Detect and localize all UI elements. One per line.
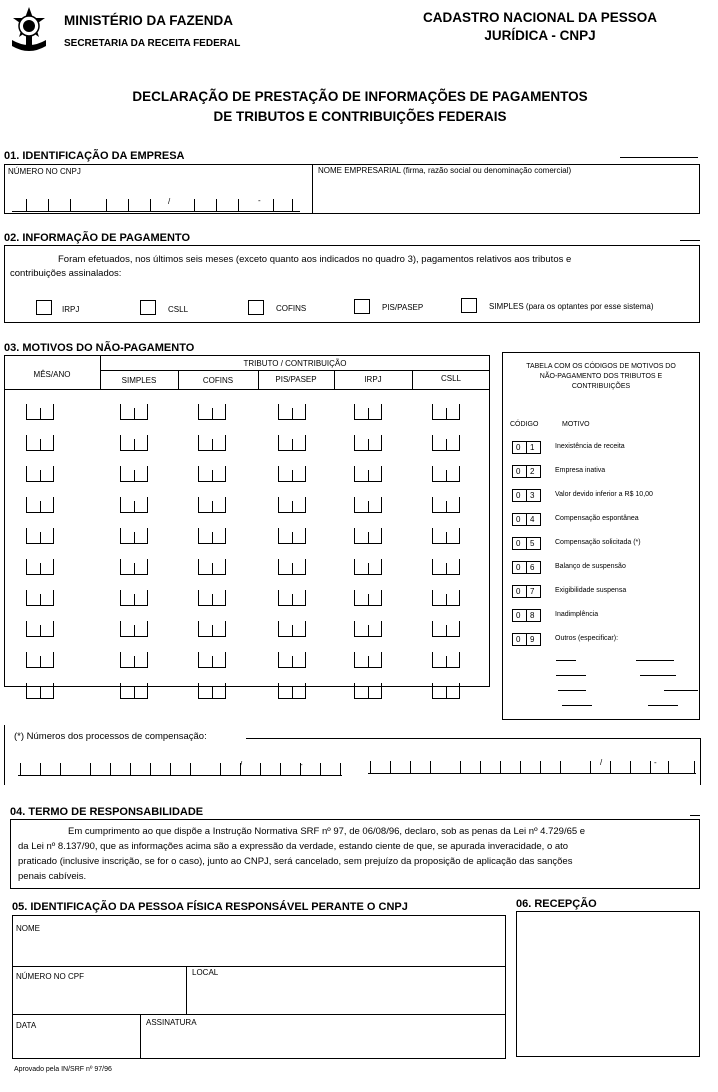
cell-pis-pasep-row-7[interactable] [278, 590, 306, 606]
cell-simples-row-1[interactable] [120, 404, 148, 420]
codes-table-title: TABELA COM OS CÓDIGOS DE MOTIVOS DO NÃO-PAGAMENTO DOS TRIBUTOS E CONTRIBUIÇÕES [526, 363, 676, 390]
system-title-line2: JURÍDICA - CNPJ [484, 28, 596, 43]
payment-text-line1: Foram efetuados, nos últimos seis meses (exceto quanto aos indicados no quadro 3), pagamentos relativos aos tributos e [58, 254, 572, 265]
code-motivo-label: Empresa inativa [555, 467, 606, 474]
cnpj-label: NÚMERO NO CNPJ [8, 167, 81, 176]
cell-mes-ano-row-5[interactable] [26, 528, 54, 544]
section-02-title: 02. INFORMAÇÃO DE PAGAMENTO [4, 232, 190, 244]
process-1-dash: - [300, 760, 303, 769]
company-name-field[interactable] [318, 180, 694, 212]
compensation-label: (*) Números dos processos de compensação: [14, 731, 207, 742]
cnpj-field[interactable] [8, 180, 306, 212]
cell-mes-ano-row-1[interactable] [26, 404, 54, 420]
cell-simples-row-8[interactable] [120, 621, 148, 637]
code-motivo-label: Compensação solicitada (*) [555, 539, 641, 546]
code-box [512, 609, 541, 622]
code-digit-1: 0 [516, 635, 521, 644]
cell-csll-row-2[interactable] [432, 435, 460, 451]
nome-field[interactable] [16, 935, 502, 965]
simples-checkbox[interactable] [461, 298, 477, 313]
cell-cofins-row-3[interactable] [198, 466, 226, 482]
cell-pis-pasep-row-3[interactable] [278, 466, 306, 482]
cell-pis-pasep-row-5[interactable] [278, 528, 306, 544]
cell-simples-row-10[interactable] [120, 683, 148, 699]
code-motivo-label: Inadimplência [555, 611, 599, 618]
cell-mes-ano-row-2[interactable] [26, 435, 54, 451]
code-motivo-label: Inexistência de receita [555, 443, 625, 450]
cell-mes-ano-row-7[interactable] [26, 590, 54, 606]
form-title-line2: DE TRIBUTOS E CONTRIBUIÇÕES FEDERAIS [213, 109, 507, 124]
pis-pasep-option-label: PIS/PASEP [382, 303, 424, 312]
cell-mes-ano-row-4[interactable] [26, 497, 54, 513]
simples-option-label: SIMPLES (para os optantes por esse sistema) [489, 302, 654, 311]
cell-csll-row-7[interactable] [432, 590, 460, 606]
cell-simples-row-2[interactable] [120, 435, 148, 451]
col-pis-pasep: PIS/PASEP [275, 375, 317, 384]
process-2-digit-grid [368, 750, 698, 773]
ministry-name: MINISTÉRIO DA FAZENDA [64, 13, 234, 28]
code-box [512, 489, 541, 502]
cell-csll-row-10[interactable] [432, 683, 460, 699]
cell-csll-row-4[interactable] [432, 497, 460, 513]
codes-col-code: CÓDIGO [510, 421, 539, 428]
code-box [512, 561, 541, 574]
cell-irpj-row-4[interactable] [354, 497, 382, 513]
cell-cofins-row-7[interactable] [198, 590, 226, 606]
cell-mes-ano-row-9[interactable] [26, 652, 54, 668]
cell-cofins-row-1[interactable] [198, 404, 226, 420]
col-cofins: COFINS [202, 376, 234, 385]
irpj-checkbox[interactable] [36, 300, 52, 315]
cpf-field[interactable] [16, 983, 182, 1013]
term-line3: praticado (inclusive inscrição, se for o caso), junto ao CNPJ, será cancelado, sem prejuízo da proposição de aplicação das sanções [18, 856, 573, 867]
section-03-title: 03. MOTIVOS DO NÃO-PAGAMENTO [4, 342, 195, 354]
cell-mes-ano-row-6[interactable] [26, 559, 54, 575]
code-box [512, 633, 541, 646]
cell-irpj-row-5[interactable] [354, 528, 382, 544]
cell-csll-row-6[interactable] [432, 559, 460, 575]
assinatura-label: ASSINATURA [146, 1018, 197, 1027]
process-1-digit-grid [18, 752, 344, 775]
cell-pis-pasep-row-1[interactable] [278, 404, 306, 420]
cell-cofins-row-9[interactable] [198, 652, 226, 668]
code-digit-1: 0 [516, 467, 521, 476]
cell-pis-pasep-row-10[interactable] [278, 683, 306, 699]
coat-of-arms-icon [8, 6, 50, 58]
codes-col-motivo: MOTIVO [562, 421, 590, 428]
secretariat-name: SECRETARIA DA RECEITA FEDERAL [64, 38, 241, 49]
cell-simples-row-3[interactable] [120, 466, 148, 482]
section-05-title: 05. IDENTIFICAÇÃO DA PESSOA FÍSICA RESPONSÁVEL PERANTE O CNPJ [12, 901, 408, 913]
code-box [512, 585, 541, 598]
section-01-title: 01. IDENTIFICAÇÃO DA EMPRESA [4, 150, 185, 162]
csll-checkbox[interactable] [140, 300, 156, 315]
reception-box [516, 911, 700, 1057]
cell-irpj-row-6[interactable] [354, 559, 382, 575]
cell-irpj-row-7[interactable] [354, 590, 382, 606]
cell-csll-row-5[interactable] [432, 528, 460, 544]
cell-irpj-row-2[interactable] [354, 435, 382, 451]
term-line1: Em cumprimento ao que dispõe a Instrução Normativa SRF nº 97, de 06/08/96, declaro, sob as penas da Lei nº 4.729/65 e [68, 826, 586, 837]
code-digit-2: 3 [530, 491, 535, 500]
term-line4: penais cabíveis. [18, 871, 87, 882]
cell-simples-row-4[interactable] [120, 497, 148, 513]
cell-csll-row-9[interactable] [432, 652, 460, 668]
pis-pasep-checkbox[interactable] [354, 299, 370, 314]
process-2-dash: - [654, 758, 657, 767]
system-title-line1: CADASTRO NACIONAL DA PESSOA [422, 10, 657, 25]
code-digit-2: 7 [530, 587, 535, 596]
cell-csll-row-1[interactable] [432, 404, 460, 420]
compensation-process-1[interactable] [18, 752, 344, 776]
code-digit-2: 6 [530, 563, 535, 572]
cell-irpj-row-9[interactable] [354, 652, 382, 668]
code-digit-2: 8 [530, 611, 535, 620]
cell-simples-row-7[interactable] [120, 590, 148, 606]
section-04-title: 04. TERMO DE RESPONSABILIDADE [10, 806, 204, 818]
cell-pis-pasep-row-6[interactable] [278, 559, 306, 575]
cofins-option-label: COFINS [276, 304, 307, 313]
code-digit-1: 0 [516, 587, 521, 596]
col-simples: SIMPLES [121, 376, 157, 385]
cell-pis-pasep-row-8[interactable] [278, 621, 306, 637]
cnpj-slash: / [168, 197, 171, 206]
approval-note: Aprovado pela IN/SRF nº 97/96 [14, 1066, 112, 1073]
cell-cofins-row-6[interactable] [198, 559, 226, 575]
cell-irpj-row-1[interactable] [354, 404, 382, 420]
code-digit-1: 0 [516, 563, 521, 572]
code-box [512, 465, 541, 478]
col-irpj: IRPJ [364, 375, 382, 384]
code-digit-1: 0 [516, 515, 521, 524]
local-label: LOCAL [192, 968, 219, 977]
cell-csll-row-8[interactable] [432, 621, 460, 637]
cell-pis-pasep-row-2[interactable] [278, 435, 306, 451]
code-digit-1: 0 [516, 539, 521, 548]
cell-irpj-row-8[interactable] [354, 621, 382, 637]
code-motivo-label: Valor devido inferior a R$ 10,00 [555, 491, 653, 498]
section-06-title: 06. RECEPÇÃO [516, 898, 597, 910]
code-box [512, 513, 541, 526]
cpf-label: NÚMERO NO CPF [16, 972, 84, 981]
cofins-checkbox[interactable] [248, 300, 264, 315]
code-digit-1: 0 [516, 611, 521, 620]
cnpj-digit-grid [8, 180, 306, 211]
codes-table [502, 352, 700, 720]
compensation-process-2[interactable] [368, 750, 698, 774]
process-1-slash: / [240, 760, 243, 769]
code-motivo-label: Compensação espontânea [555, 515, 639, 522]
cell-cofins-row-10[interactable] [198, 683, 226, 699]
mes-ano-header: MÊS/ANO [33, 370, 71, 379]
irpj-option-label: IRPJ [62, 305, 80, 314]
cell-cofins-row-2[interactable] [198, 435, 226, 451]
term-line2: da Lei nº 8.137/90, que as informações acima são a expressão da verdade, estando ciente de que, se apurada inveracidade, o ato [18, 841, 569, 852]
code-box [512, 441, 541, 454]
cell-mes-ano-row-10[interactable] [26, 683, 54, 699]
nome-label: NOME [16, 924, 40, 933]
cell-irpj-row-3[interactable] [354, 466, 382, 482]
code-motivo-label: Balanço de suspensão [555, 563, 626, 570]
cell-simples-row-6[interactable] [120, 559, 148, 575]
payment-text-line2: contribuições assinalados: [10, 268, 122, 279]
process-2-slash: / [600, 758, 603, 767]
cell-cofins-row-8[interactable] [198, 621, 226, 637]
col-csll: CSLL [440, 374, 461, 383]
code-digit-2: 4 [530, 515, 535, 524]
code-motivo-label: Outros (especificar): [555, 635, 619, 642]
cnpj-dash: - [258, 196, 261, 205]
code-digit-2: 2 [530, 467, 535, 476]
cell-cofins-row-5[interactable] [198, 528, 226, 544]
code-digit-1: 0 [516, 491, 521, 500]
cell-mes-ano-row-3[interactable] [26, 466, 54, 482]
non-payment-reasons-table [4, 355, 490, 687]
form-title-line1: DECLARAÇÃO DE PRESTAÇÃO DE INFORMAÇÕES DE PAGAMENTOS [132, 89, 588, 104]
code-digit-2: 9 [530, 635, 535, 644]
code-box [512, 537, 541, 550]
cell-irpj-row-10[interactable] [354, 683, 382, 699]
tributo-header: TRIBUTO / CONTRIBUIÇÃO [243, 359, 347, 368]
cell-cofins-row-4[interactable] [198, 497, 226, 513]
code-digit-1: 0 [516, 443, 521, 452]
cell-csll-row-3[interactable] [432, 466, 460, 482]
local-field[interactable] [192, 980, 502, 1012]
data-field[interactable] [16, 1032, 136, 1057]
code-digit-2: 5 [530, 539, 535, 548]
assinatura-field[interactable] [146, 1030, 502, 1057]
code-digit-2: 1 [530, 443, 535, 452]
code-motivo-label: Exigibilidade suspensa [555, 587, 627, 594]
csll-option-label: CSLL [168, 305, 189, 314]
cell-mes-ano-row-8[interactable] [26, 621, 54, 637]
cell-pis-pasep-row-9[interactable] [278, 652, 306, 668]
cell-pis-pasep-row-4[interactable] [278, 497, 306, 513]
cell-simples-row-5[interactable] [120, 528, 148, 544]
cell-simples-row-9[interactable] [120, 652, 148, 668]
data-label: DATA [16, 1021, 37, 1030]
company-name-label: NOME EMPRESARIAL (firma, razão social ou denominação comercial) [318, 166, 572, 175]
